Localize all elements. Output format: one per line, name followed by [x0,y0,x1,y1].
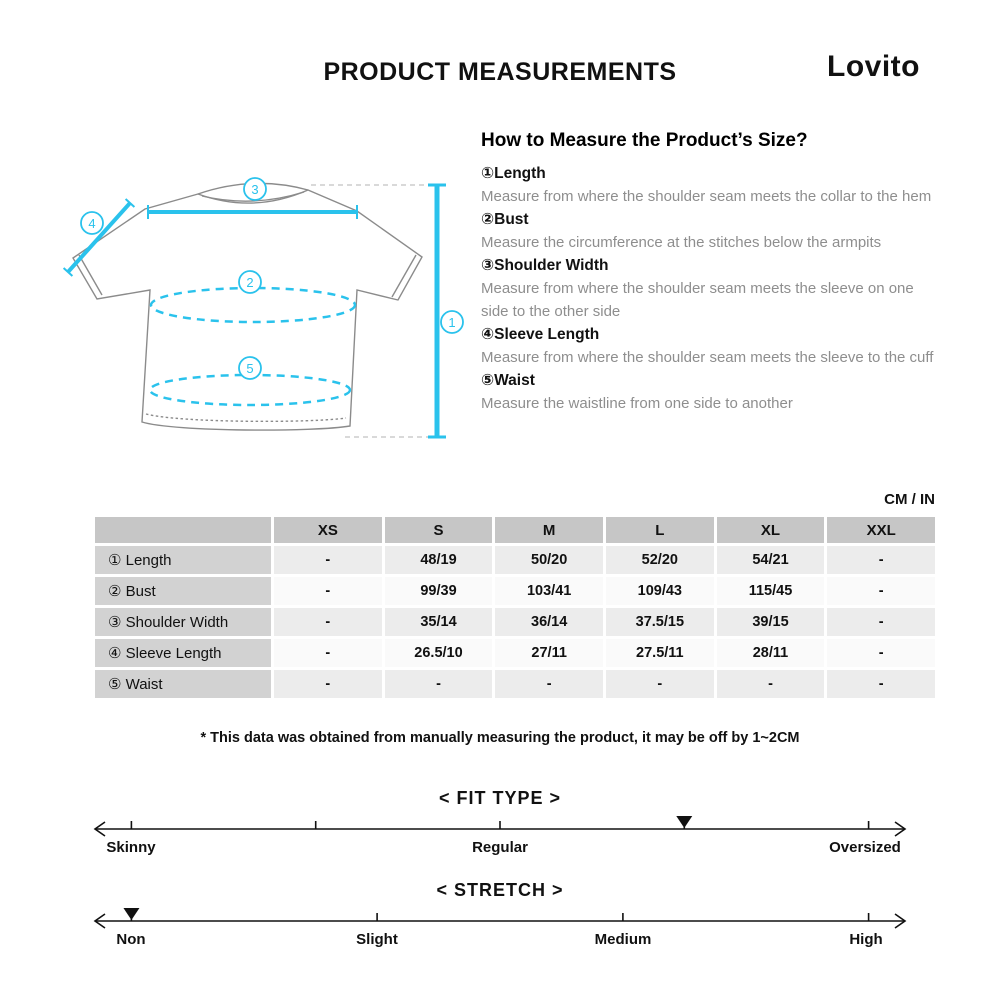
guide-item-desc: Measure from where the shoulder seam meets the sleeve on one side to the other side [481,280,914,320]
column-header-s: S [385,517,493,543]
table-cell: - [827,577,935,605]
table-cell: 115/45 [717,577,825,605]
fit-type-marker [676,816,692,828]
fit-type-title: < FIT TYPE > [438,788,562,808]
table-cell: - [274,577,382,605]
fit-label-oversized: Oversized [829,839,901,856]
fit-type-labels [0,839,1000,859]
guide-item-label: ②Bust [481,211,529,228]
table-cell: 48/19 [385,546,493,574]
brand-logo: Lovito [827,50,920,83]
guide-item-length [481,162,939,208]
marker-number-4: 4 [88,216,96,231]
stretch-label-slight: Slight [356,931,398,948]
table-cell: 37.5/15 [606,608,714,636]
table-cell: 54/21 [717,546,825,574]
stretch-scale [0,905,1000,933]
table-cell: - [606,670,714,698]
guide-item-waist [481,369,939,415]
guide-item-bust [481,208,939,254]
table-cell: - [274,670,382,698]
scale-ticks [131,913,868,921]
table-cell: 27/11 [495,639,603,667]
row-label-sleeve-length: ④ Sleeve Length [95,639,271,667]
row-label-bust: ② Bust [95,577,271,605]
table-cell: - [827,670,935,698]
table-cell: - [717,670,825,698]
size-table [95,517,935,698]
table-cell: - [827,639,935,667]
table-corner-cell [95,517,271,543]
table-cell: - [827,608,935,636]
fit-type-scale [0,813,1000,841]
table-cell: 36/14 [495,608,603,636]
guide-item-label: ①Length [481,165,546,182]
table-cell: 99/39 [385,577,493,605]
stretch-marker [123,908,139,920]
table-cell: 27.5/11 [606,639,714,667]
column-header-l: L [606,517,714,543]
guide-item-desc: Measure the circumference at the stitches below the armpits [481,234,882,251]
guide-item-label: ③Shoulder Width [481,257,609,274]
column-header-xxl: XXL [827,517,935,543]
stretch-label-high: High [849,931,883,948]
table-cell: - [495,670,603,698]
guide-title: How to Measure the Product’s Size? [481,130,808,151]
marker-number-5: 5 [246,361,254,376]
stretch-labels [0,931,1000,951]
column-header-m: M [495,517,603,543]
measure-guide [481,130,939,415]
column-header-xs: XS [274,517,382,543]
table-cell: 52/20 [606,546,714,574]
guide-item-label: ⑤Waist [481,372,535,389]
guide-item-desc: Measure from where the shoulder seam meets the collar to the hem [481,188,932,205]
table-cell: - [827,546,935,574]
row-label-length: ① Length [95,546,271,574]
table-cell: 35/14 [385,608,493,636]
marker-number-3: 3 [251,182,259,197]
stretch-label-medium: Medium [594,931,652,948]
table-cell: 109/43 [606,577,714,605]
stretch-title: < STRETCH > [436,880,564,900]
table-footnote: * This data was obtained from manually measuring the product, it may be off by 1~2CM [200,730,800,746]
page-title: PRODUCT MEASUREMENTS [323,58,677,86]
table-cell: 39/15 [717,608,825,636]
guide-item-label: ④Sleeve Length [481,326,600,343]
fit-label-regular: Regular [472,839,528,856]
unit-label: CM / IN [884,491,935,508]
table-cell: 103/41 [495,577,603,605]
guide-item-desc: Measure from where the shoulder seam meets the sleeve to the cuff [481,349,934,366]
guide-item-shoulder-width [481,254,939,323]
tshirt-outline [73,183,422,430]
marker-number-1: 1 [448,315,456,330]
row-label-waist: ⑤ Waist [95,670,271,698]
guide-item-sleeve-length [481,323,939,369]
table-cell: - [274,608,382,636]
table-cell: - [274,639,382,667]
column-header-xl: XL [717,517,825,543]
tshirt-diagram [45,160,485,470]
table-cell: - [274,546,382,574]
marker-number-2: 2 [246,275,254,290]
fit-label-skinny: Skinny [106,839,156,856]
stretch-label-non: Non [116,931,146,948]
scale-ticks [131,821,868,829]
row-label-shoulder-width: ③ Shoulder Width [95,608,271,636]
table-cell: 26.5/10 [385,639,493,667]
table-cell: - [385,670,493,698]
table-cell: 28/11 [717,639,825,667]
table-cell: 50/20 [495,546,603,574]
guide-item-desc: Measure the waistline from one side to another [481,395,793,412]
